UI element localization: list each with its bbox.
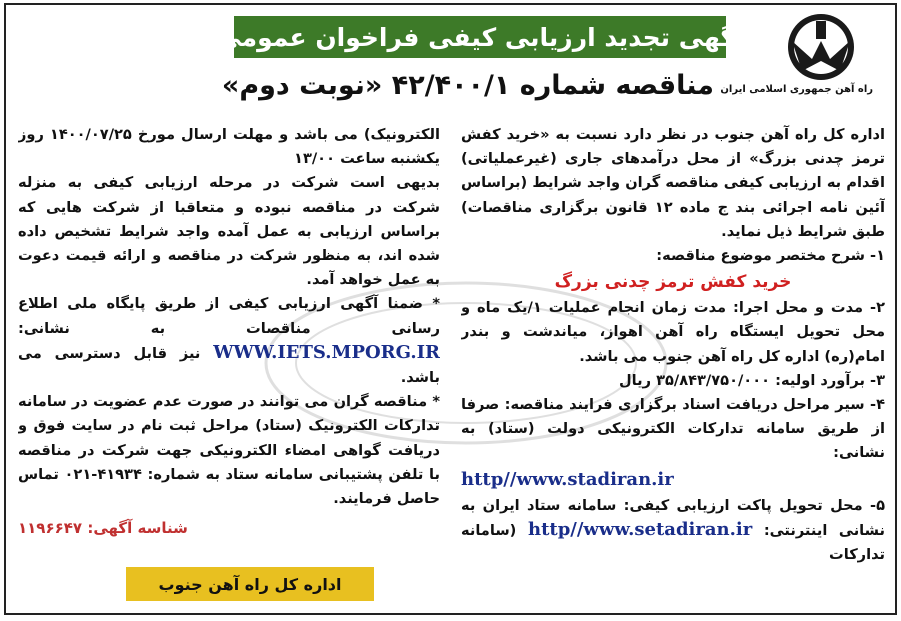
right-column	[461, 123, 885, 609]
logo	[720, 11, 873, 111]
item-2: ۲- مدت و محل اجرا: مدت زمان انجام عملیات ۱/یک ماه و محل تحویل ایستگاه راه آهن اهواز، میاندشت و بندر امام(ره) اداره کل راه آهن جنوب می باشد.	[461, 299, 885, 365]
item-5	[461, 494, 885, 568]
setadiran-link[interactable]: http//www.setadiran.ir	[527, 518, 753, 540]
iets-text: * ضمنا آگهی ارزیابی کیفی از طریق پایگاه ملی اطلاع رسانی مناقصات به نشانی:	[18, 295, 440, 337]
iets-tail: نیز قابل دسترسی می باشد.	[18, 344, 440, 387]
advertisement-page	[4, 3, 897, 615]
deadline-paragraph: الکترونیک) می باشد و مهلت ارسال مورخ ۱۴۰۰/۰۷/۲۵ روز یکشنبه ساعت ۱۳/۰۰	[18, 126, 440, 168]
qualification-paragraph: بدیهی است شرکت در مرحله ارزیابی کیفی به منزله شرکت در مناقصه نبوده و متعاقبا از شرکت هایی که براساس ارزیابی به عمل آمده واجد شرایط تشخیص داده شده اند، به منظور شرکت در مناقصه و ارائه قیمت دعوت به عمل خواهد آمد.	[18, 174, 440, 289]
item-3: ۳- برآورد اولیه: ۳۵/۸۴۳/۷۵۰/۰۰۰ ریال	[618, 371, 885, 389]
item-5-text: ۵- محل تحویل پاکت ارزیابی کیفی: سامانه ستاد ایران به نشانی اینترنتی:	[461, 496, 885, 539]
item-4: ۴- سیر مراحل دریافت اسناد برگزاری فرایند مناقصه: صرفا از طریق سامانه تدارکات الکترونیکی دولت (ستاد) به نشانی:	[461, 396, 885, 462]
iets-paragraph	[18, 292, 440, 390]
railway-emblem-icon	[782, 11, 860, 83]
ad-id: شناسه آگهی: ۱۱۹۶۶۴۷	[18, 519, 188, 538]
footer-organization: اداره کل راه آهن جنوب	[126, 567, 374, 601]
tender-number: مناقصه شماره ۴۲/۴۰۰/۱ «نوبت دوم»	[221, 70, 714, 101]
item-5-tail: (سامانه تدارکات	[461, 521, 885, 564]
tender-subject: خرید کفش ترمز چدنی بزرگ	[554, 272, 792, 293]
page-title: آگهی تجدید ارزیابی کیفی فراخوان عمومی	[234, 16, 726, 58]
iets-link[interactable]: WWW.IETS.MPORG.IR	[213, 341, 440, 363]
intro-paragraph: اداره کل راه آهن جنوب در نظر دارد نسبت به «خرید کفش ترمز چدنی بزرگ» از محل درآمدهای جاری (غیرعملیاتی) اقدام به ارزیابی کیفی مناقصه گران واجد شرایط (براساس آئین نامه اجرائی بند ج ماده ۱۲ قانون برگزاری مناقصات) طبق شرایط ذیل نماید.	[461, 126, 885, 240]
stadiran-link[interactable]: http//www.stadiran.ir	[461, 468, 674, 490]
left-column	[18, 123, 440, 609]
logo-caption: راه آهن جمهوری اسلامی ایران	[720, 84, 873, 95]
registration-paragraph: * مناقصه گران می توانند در صورت عدم عضویت در سامانه تدارکات الکترونیک (ستاد) مراحل ثبت نام در سایت فوق و دریافت گواهی امضاء الکترونیکی جهت شرکت در مناقصه با تلفن پشتیبانی سامانه ستاد به شماره: ۴۱۹۳۴-۰۲۱ تماس حاصل فرمایند.	[18, 393, 440, 508]
item-1: ۱- شرح مختصر موضوع مناقصه:	[656, 247, 885, 265]
